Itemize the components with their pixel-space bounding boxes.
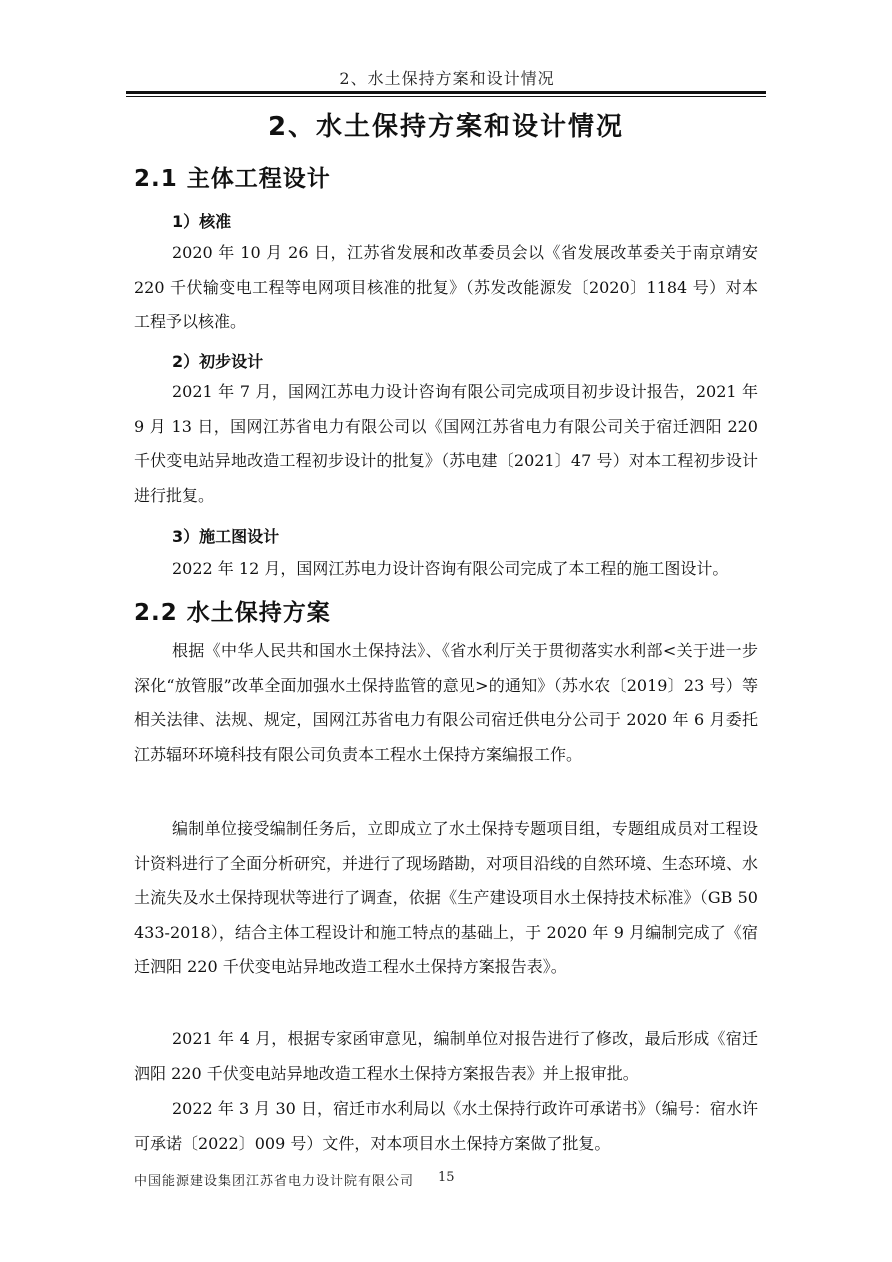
subsection-title-approval: 1）核准 [172,212,232,231]
subsection-title-preliminary-design: 2）初步设计 [172,352,264,371]
chapter-title: 2、水土保持方案和设计情况 [267,112,625,142]
paragraph-approval: 2020 年 10 月 26 日，江苏省发展和改革委员会以《省发展改革委关于南京靖安 220 千伏输变电工程等电网项目核准的批复》（苏发改能源发〔2020〕1184 号）对本工程予以核准。 [134,243,758,331]
paragraph-preparation: 编制单位接受编制任务后，立即成立了水土保持专题项目组，专题组成员对工程设计资料进行了全面分析研究，并进行了现场踏勘，对项目沿线的自然环境、生态环境、水土流失及水土保持现状等进行了调查，依据《生产建设项目水土保持技术标准》（GB 50433-2018），结合主体工程设计和施工特点的基础上，于 2020 年 9 月编制完成了《宿迁泗阳 220 千伏变电站异地改造工程水土保持方案报告表》。 [134,819,759,976]
footer-organization: 中国能源建设集团江苏省电力设计院有限公司 [134,1174,415,1189]
paragraph-construction-drawing: 2022 年 12 月，国网江苏电力设计咨询有限公司完成了本工程的施工图设计。 [172,559,729,578]
page-number: 15 [438,1170,455,1185]
running-header: 2、水土保持方案和设计情况 [339,69,555,88]
header-rule-thick [126,91,766,94]
section-title-2-2: 2.2 水土保持方案 [134,600,331,626]
section-title-2-1: 2.1 主体工程设计 [134,166,331,192]
paragraph-legal-basis: 根据《中华人民共和国水土保持法》、《省水利厅关于贯彻落实水利部<关于进一步深化“放管服”改革全面加强水土保持监管的意见>的通知》（苏水农〔2019〕23 号）等相关法律、法规、规定，国网江苏省电力有限公司宿迁供电分公司于 2020 年 6 月委托江苏辐环环境科技有限公司负责本工程水土保持方案编报工作。 [134,641,758,764]
subsection-title-construction-drawing: 3）施工图设计 [172,527,280,546]
paragraph-approval-reply: 2022 年 3 月 30 日，宿迁市水利局以《水土保持行政许可承诺书》（编号：宿水许可承诺〔2022〕009 号）文件，对本项目水土保持方案做了批复。 [134,1099,758,1153]
paragraph-preliminary-design: 2021 年 7 月，国网江苏电力设计咨询有限公司完成项目初步设计报告，2021 年 9 月 13 日，国网江苏省电力有限公司以《国网江苏省电力有限公司关于宿迁泗阳 220 千伏变电站异地改造工程初步设计的批复》（苏电建〔2021〕47 号）对本工程初步设计进行批复。 [134,382,758,505]
paragraph-revision: 2021 年 4 月，根据专家函审意见，编制单位对报告进行了修改，最后形成《宿迁泗阳 220 千伏变电站异地改造工程水土保持方案报告表》并上报审批。 [134,1029,758,1083]
header-rule-thin [126,96,766,97]
